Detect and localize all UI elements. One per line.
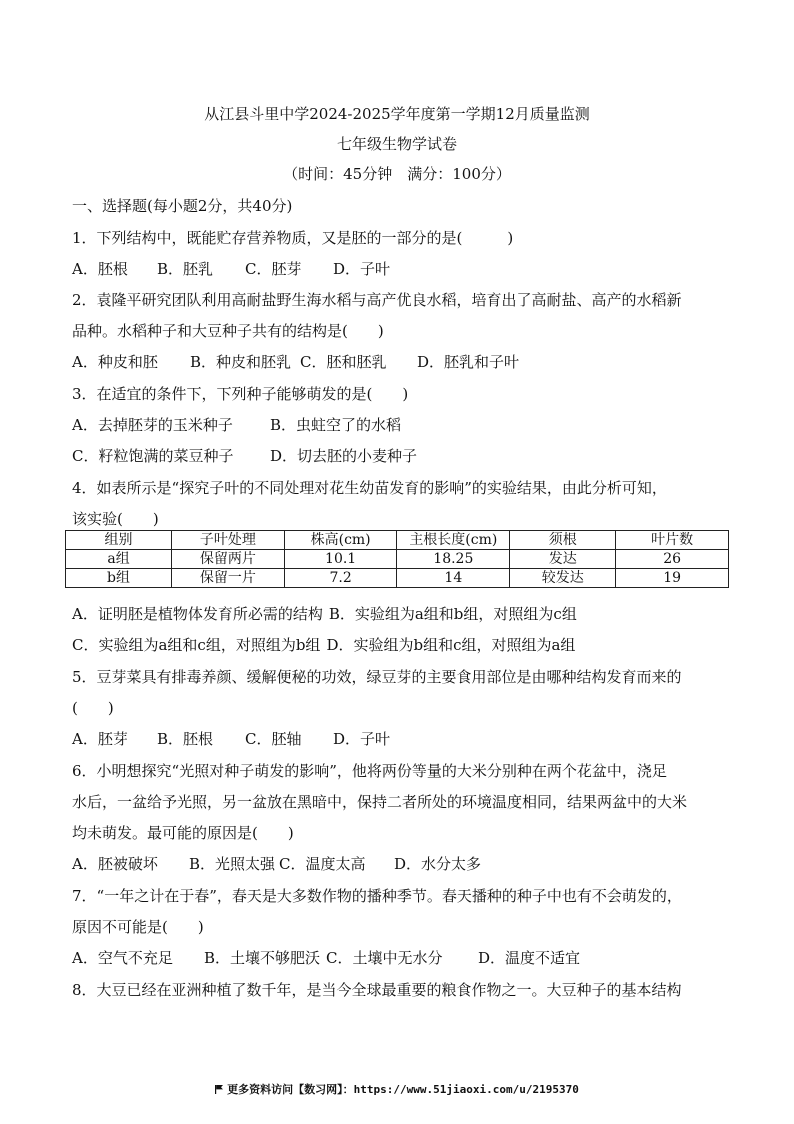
option: C．胚芽: [245, 260, 302, 278]
question-5-stem-line-2: ( ): [72, 699, 114, 717]
question-3-options-row-1: [72, 414, 722, 435]
flag-icon: [215, 1084, 223, 1093]
option: D．子叶: [333, 260, 391, 278]
table-header-row: [66, 531, 729, 550]
exam-title: 从江县斗里中学2024-2025学年度第一学期12月质量监测: [204, 105, 590, 123]
exam-subtitle: 七年级生物学试卷: [336, 135, 457, 153]
option: C．土壤中无水分: [326, 949, 443, 967]
question-2-options: [72, 351, 722, 372]
option: B．种皮和胚乳: [190, 353, 292, 371]
question-4-options-row-2: [72, 634, 722, 655]
table-header-cell: 主根长度(cm): [397, 531, 510, 550]
question-7-stem-line-2: 原因不可能是( ): [72, 918, 204, 936]
question-6-stem-line-3: 均未萌发。最可能的原因是( ): [72, 824, 294, 842]
question-8-stem-line-1: 8．大豆已经在亚洲种植了数千年，是当今全球最重要的粮食作物之一。大豆种子的基本结构: [72, 981, 682, 999]
option: D．水分太多: [394, 855, 482, 873]
question-6-options: [72, 853, 722, 874]
table-cell: 26: [616, 550, 729, 569]
experiment-table: [65, 530, 729, 588]
table-cell: 7.2: [284, 569, 397, 588]
question-4-stem-line-2: 该实验( ): [72, 510, 159, 528]
option: A．证明胚是植物体发育所必需的结构: [72, 605, 323, 623]
option: A．种皮和胚: [72, 353, 158, 371]
question-1-stem: 1．下列结构中，既能贮存营养物质，又是胚的一部分的是( ): [72, 229, 514, 247]
option: B．光照太强: [189, 855, 276, 873]
table-row: [66, 550, 729, 569]
table-header-cell: 子叶处理: [172, 531, 285, 550]
question-7-options: [72, 947, 722, 968]
table-cell: 发达: [510, 550, 616, 569]
question-5-stem-line-1: 5．豆芽菜具有排毒养颜、缓解便秘的功效，绿豆芽的主要食用部位是由哪种结构发育而来的: [72, 668, 682, 686]
table-cell: b组: [66, 569, 172, 588]
option: C．实验组为a组和c组，对照组为b组: [72, 636, 321, 654]
option: C．胚轴: [245, 730, 302, 748]
option: B．胚根: [157, 730, 214, 748]
table-cell: a组: [66, 550, 172, 569]
option: D．温度不适宜: [478, 949, 581, 967]
option: C．胚和胚乳: [300, 353, 387, 371]
question-1-options: [72, 258, 722, 279]
question-3-options-row-2: [72, 445, 722, 466]
table-cell: 18.25: [397, 550, 510, 569]
section-heading: 一、选择题(每小题2分，共40分): [72, 197, 293, 215]
option: A．去掉胚芽的玉米种子: [72, 416, 233, 434]
option: B．土壤不够肥沃: [204, 949, 321, 967]
question-6-stem-line-1: 6．小明想探究“光照对种子萌发的影响”，他将两份等量的大米分别种在两个花盆中，浇足: [72, 762, 667, 780]
question-4-stem-line-1: 4．如表所示是“探究子叶的不同处理对花生幼苗发育的影响”的实验结果，由此分析可知，: [72, 479, 667, 497]
question-6-stem-line-2: 水后，一盆给予光照，另一盆放在黑暗中，保持二者所处的环境温度相同，结果两盆中的大米: [72, 793, 688, 811]
table-cell: 较发达: [510, 569, 616, 588]
question-2-stem-line-2: 品种。水稻种子和大豆种子共有的结构是( ): [72, 322, 384, 340]
option: C．籽粒饱满的菜豆种子: [72, 447, 234, 465]
option: A．胚被破坏: [72, 855, 158, 873]
option: D．实验组为b组和c组，对照组为a组: [326, 636, 576, 654]
option: D．切去胚的小麦种子: [270, 447, 418, 465]
table-cell: 10.1: [284, 550, 397, 569]
exam-info: （时间：45分钟 满分：100分）: [283, 165, 511, 183]
table-cell: 保留一片: [172, 569, 285, 588]
option: A．胚根: [72, 260, 128, 278]
option: D．子叶: [333, 730, 391, 748]
question-2-stem-line-1: 2．袁隆平研究团队利用高耐盐野生海水稻与高产优良水稻，培育出了高耐盐、高产的水稻新: [72, 291, 682, 309]
option: D．胚乳和子叶: [417, 353, 520, 371]
option: A．空气不充足: [72, 949, 173, 967]
footer-link-banner[interactable]: [0, 1081, 794, 1097]
footer-text: 更多资料访问【数习网】：https://www.51jiaoxi.com/u/2195370: [227, 1083, 579, 1096]
table-cell: 保留两片: [172, 550, 285, 569]
table-header-cell: 须根: [510, 531, 616, 550]
table-row: [66, 569, 729, 588]
question-5-options: [72, 728, 722, 749]
option: C．温度太高: [279, 855, 366, 873]
table-cell: 19: [616, 569, 729, 588]
option: A．胚芽: [72, 730, 128, 748]
option: B．胚乳: [157, 260, 214, 278]
question-4-options-row-1: [72, 603, 722, 624]
table-cell: 14: [397, 569, 510, 588]
table-header-cell: 株高(cm): [284, 531, 397, 550]
question-7-stem-line-1: 7．“一年之计在于春”，春天是大多数作物的播种季节。春天播种的种子中也有不会萌发的，: [72, 887, 682, 905]
option: B．虫蛀空了的水稻: [270, 416, 402, 434]
question-3-stem: 3．在适宜的条件下，下列种子能够萌发的是( ): [72, 385, 409, 403]
table-header-cell: 叶片数: [616, 531, 729, 550]
table-header-cell: 组别: [66, 531, 172, 550]
option: B．实验组为a组和b组，对照组为c组: [328, 605, 577, 623]
